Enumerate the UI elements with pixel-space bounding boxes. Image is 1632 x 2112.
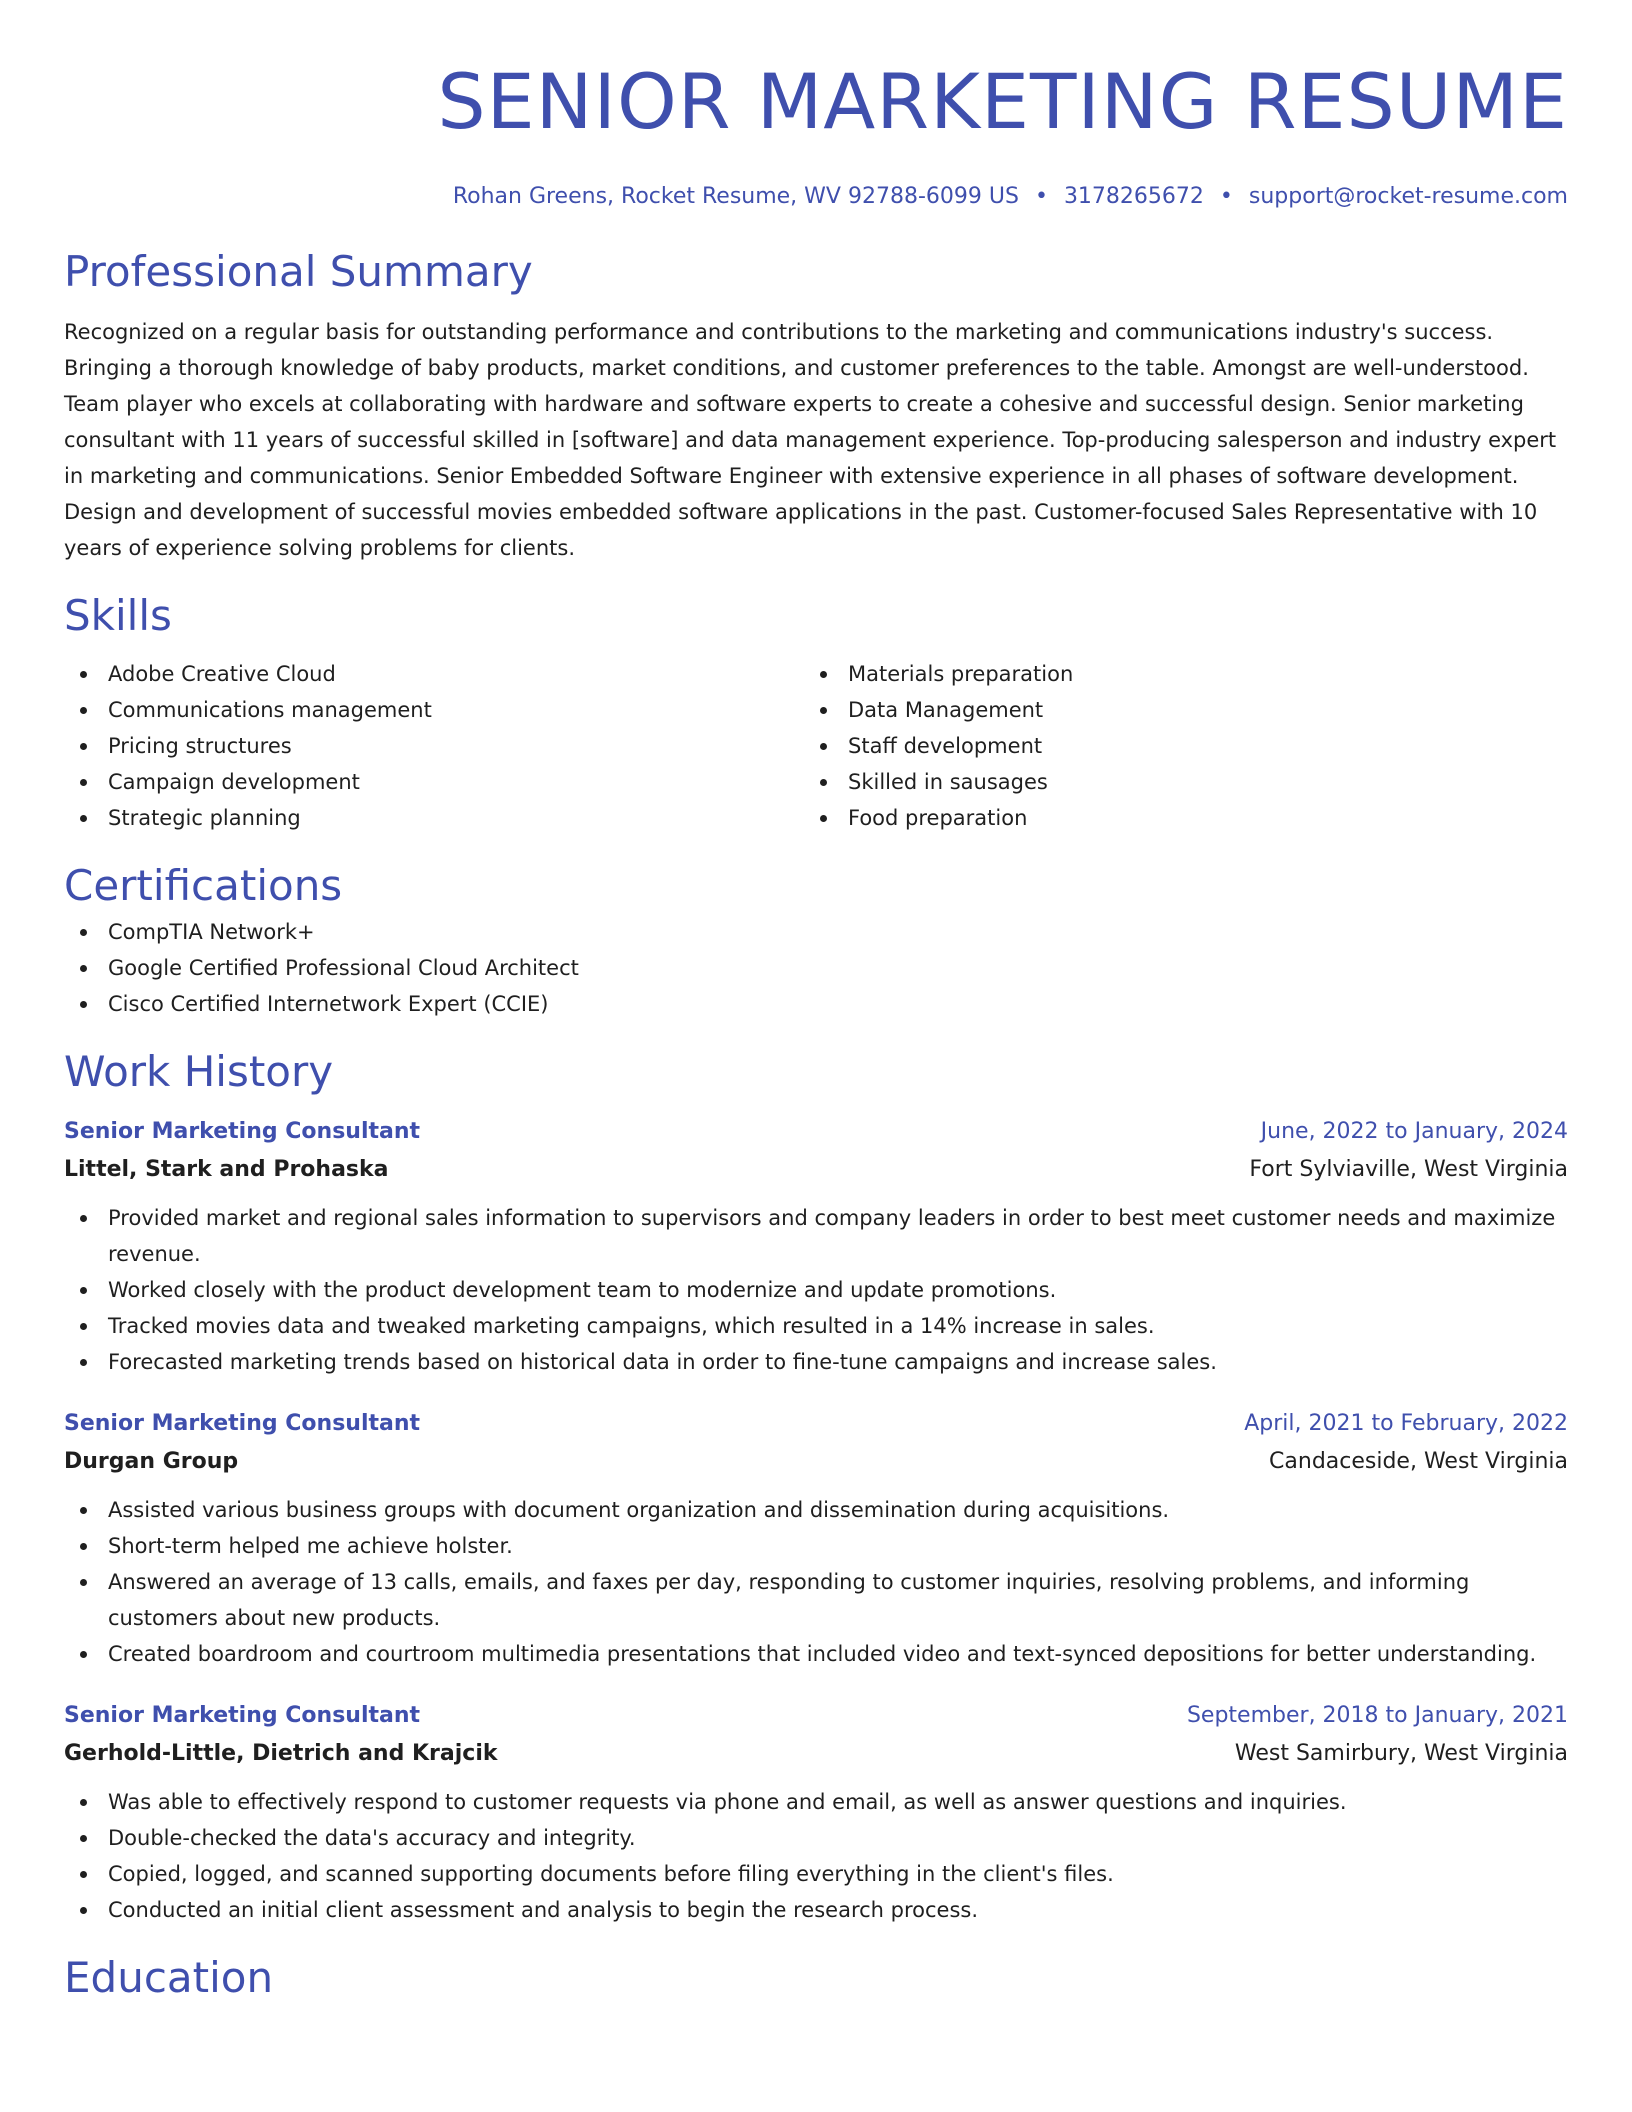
contact-phone: 3178265672 [1063, 184, 1204, 209]
skills-list-left [64, 656, 816, 836]
work-history-heading: Work History [64, 1047, 334, 1096]
skill-item: Staff development [816, 728, 1568, 764]
certification-item: Cisco Certified Internetwork Expert (CCIE) [64, 986, 1568, 1022]
skills-column-left [64, 656, 816, 836]
skills-grid [64, 656, 1568, 836]
job-bullet: Conducted an initial client assessment and analysis to begin the research process. [64, 1892, 1568, 1928]
certification-item: CompTIA Network+ [64, 914, 1568, 950]
job-bullets [64, 1784, 1568, 1928]
job-entry [64, 1698, 1568, 1928]
job-company: Durgan Group [64, 1449, 239, 1474]
job-location: West Samirbury, West Virginia [1234, 1741, 1568, 1766]
skill-item: Skilled in sausages [816, 764, 1568, 800]
contact-separator: • [1034, 184, 1048, 209]
job-title: Senior Marketing Consultant [64, 1411, 421, 1436]
job-bullet: Assisted various business groups with document organization and dissemination during acquisitions. [64, 1492, 1568, 1528]
job-company: Littel, Stark and Prohaska [64, 1157, 389, 1182]
job-bullet: Short-term helped me achieve holster. [64, 1528, 1568, 1564]
education-heading: Education [64, 1953, 274, 2002]
job-bullet: Forecasted marketing trends based on historical data in order to fine-tune campaigns and increase sales. [64, 1344, 1568, 1380]
contact-email: support@rocket-resume.com [1248, 184, 1568, 209]
job-header-row [64, 1698, 1568, 1734]
job-bullets [64, 1200, 1568, 1380]
resume-title: SENIOR MARKETING RESUME [437, 57, 1568, 146]
certifications-list [64, 914, 1568, 1022]
contact-address: Rohan Greens, Rocket Resume, WV 92788-6099 US [452, 184, 1019, 209]
job-company-row [64, 1734, 1568, 1774]
certification-item: Google Certified Professional Cloud Architect [64, 950, 1568, 986]
skills-column-right [816, 656, 1568, 836]
summary-text: Recognized on a regular basis for outstanding performance and contributions to the marketing and communications industry's success. Bringing a thorough knowledge of baby products, market conditions, and customer preferences to the table. Amongst are well-understood. Team player who excels at collaborating with hardware and software experts to create a cohesive and successful design. Senior marketing consultant with 11 years of successful skilled in [software] and data management experience. Top-producing salesperson and industry expert in marketing and communications. Senior Embedded Software Engineer with extensive experience in all phases of software development. Design and development of successful movies embedded software applications in the past. Customer-focused Sales Representative with 10 years of experience solving problems for clients. [64, 320, 1557, 560]
skill-item: Data Management [816, 692, 1568, 728]
skill-item: Campaign development [64, 764, 816, 800]
job-bullet: Created boardroom and courtroom multimedia presentations that included video and text-synced depositions for better understanding. [64, 1636, 1568, 1672]
job-dates: April, 2021 to February, 2022 [1244, 1411, 1568, 1436]
job-location: Fort Sylviaville, West Virginia [1249, 1157, 1568, 1182]
job-bullet: Provided market and regional sales information to supervisors and company leaders in order to best meet customer needs and maximize revenue. [64, 1200, 1568, 1272]
skill-item: Adobe Creative Cloud [64, 656, 816, 692]
contact-separator: • [1219, 184, 1233, 209]
skill-item: Food preparation [816, 800, 1568, 836]
skill-item: Pricing structures [64, 728, 816, 764]
job-entry [64, 1114, 1568, 1380]
certifications-heading: Certifications [64, 861, 343, 910]
job-dates: September, 2018 to January, 2021 [1186, 1703, 1568, 1728]
skills-list-right [816, 656, 1568, 836]
contact-line [64, 180, 1568, 214]
job-bullets [64, 1492, 1568, 1672]
job-header-row [64, 1406, 1568, 1442]
job-bullet: Answered an average of 13 calls, emails, and faxes per day, responding to customer inquiries, resolving problems, and informing customers about new products. [64, 1564, 1568, 1636]
skill-item: Strategic planning [64, 800, 816, 836]
job-company-row [64, 1442, 1568, 1482]
job-header-row [64, 1114, 1568, 1150]
job-entry [64, 1406, 1568, 1672]
skill-item: Communications management [64, 692, 816, 728]
job-bullet: Double-checked the data's accuracy and integrity. [64, 1820, 1568, 1856]
job-company-row [64, 1150, 1568, 1190]
job-location: Candaceside, West Virginia [1269, 1449, 1568, 1474]
job-bullet: Copied, logged, and scanned supporting documents before filing everything in the client's files. [64, 1856, 1568, 1892]
skill-item: Materials preparation [816, 656, 1568, 692]
job-company: Gerhold-Little, Dietrich and Krajcik [64, 1741, 498, 1766]
job-bullet: Worked closely with the product development team to modernize and update promotions. [64, 1272, 1568, 1308]
job-dates: June, 2022 to January, 2024 [1260, 1119, 1568, 1144]
job-bullet: Tracked movies data and tweaked marketing campaigns, which resulted in a 14% increase in sales. [64, 1308, 1568, 1344]
summary-heading: Professional Summary [64, 247, 533, 296]
job-title: Senior Marketing Consultant [64, 1119, 421, 1144]
job-title: Senior Marketing Consultant [64, 1703, 421, 1728]
job-bullet: Was able to effectively respond to customer requests via phone and email, as well as answer questions and inquiries. [64, 1784, 1568, 1820]
skills-heading: Skills [64, 591, 172, 640]
